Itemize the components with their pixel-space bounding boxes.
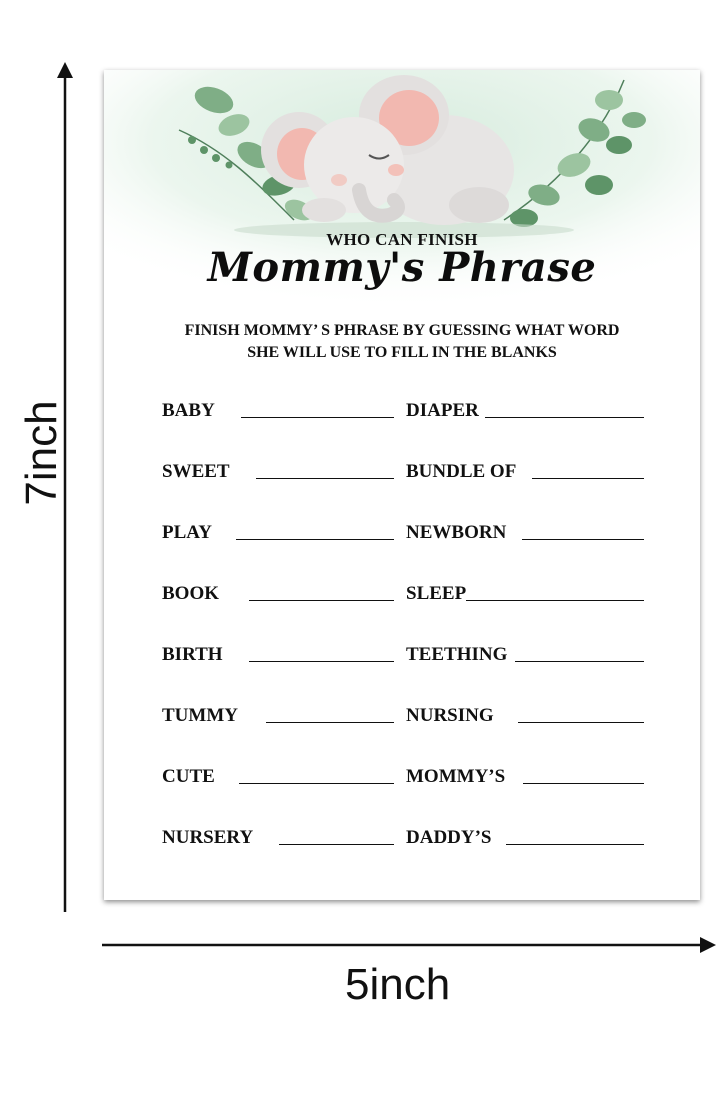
answer-blank (266, 722, 394, 723)
answer-blank (249, 600, 394, 601)
answer-blank (241, 417, 394, 418)
answer-blank (279, 844, 394, 845)
phrase-word: DADDY’S (406, 827, 492, 848)
width-label: 5inch (345, 960, 451, 1009)
width-dimension-arrow (100, 932, 717, 958)
answer-blank (466, 600, 644, 601)
subtitle: WHO CAN FINISH (326, 230, 478, 249)
answer-blank (532, 478, 644, 479)
phrase-word: SWEET (162, 461, 230, 482)
phrase-row (162, 392, 394, 422)
instructions (124, 320, 680, 364)
phrase-word: BABY (162, 400, 215, 421)
phrase-row (406, 636, 644, 666)
instructions-line: SHE WILL USE TO FILL IN THE BLANKS (247, 344, 557, 361)
phrase-word: NURSING (406, 705, 494, 726)
phrase-word: TUMMY (162, 705, 238, 726)
phrase-row (406, 514, 644, 544)
instructions-line: FINISH MOMMY’ S PHRASE BY GUESSING WHAT WORD (184, 322, 620, 339)
phrase-row (406, 758, 644, 788)
game-card (104, 70, 700, 900)
phrase-row (406, 819, 644, 849)
phrase-word: BUNDLE OF (406, 461, 517, 482)
phrase-row (162, 575, 394, 605)
answer-blank (515, 661, 644, 662)
phrase-word: PLAY (162, 522, 212, 543)
phrase-row (406, 575, 644, 605)
answer-blank (256, 478, 394, 479)
answer-blank (239, 783, 394, 784)
phrase-row (406, 392, 644, 422)
phrase-word: BIRTH (162, 644, 223, 665)
answer-blank (485, 417, 644, 418)
answer-blank (518, 722, 644, 723)
phrase-word: NURSERY (162, 827, 254, 848)
phrase-row (162, 636, 394, 666)
answer-blank (236, 539, 394, 540)
phrase-row (162, 514, 394, 544)
phrase-row (406, 697, 644, 727)
answer-blank (249, 661, 394, 662)
answer-blank (523, 783, 644, 784)
phrase-word: CUTE (162, 766, 215, 787)
phrase-row (162, 758, 394, 788)
phrase-row (162, 453, 394, 483)
answer-blank (506, 844, 645, 845)
height-label: 7inch (17, 400, 66, 506)
phrase-word: MOMMY’S (406, 766, 506, 787)
phrase-row (162, 697, 394, 727)
phrase-word: NEWBORN (406, 522, 507, 543)
phrase-word: TEETHING (406, 644, 508, 665)
phrase-row (406, 453, 644, 483)
phrase-word: BOOK (162, 583, 220, 604)
phrase-word: DIAPER (406, 400, 479, 421)
phrase-row (162, 819, 394, 849)
phrase-word: SLEEP (406, 583, 467, 604)
page-title: Mommy's Phrase (207, 244, 597, 291)
answer-blank (522, 539, 644, 540)
